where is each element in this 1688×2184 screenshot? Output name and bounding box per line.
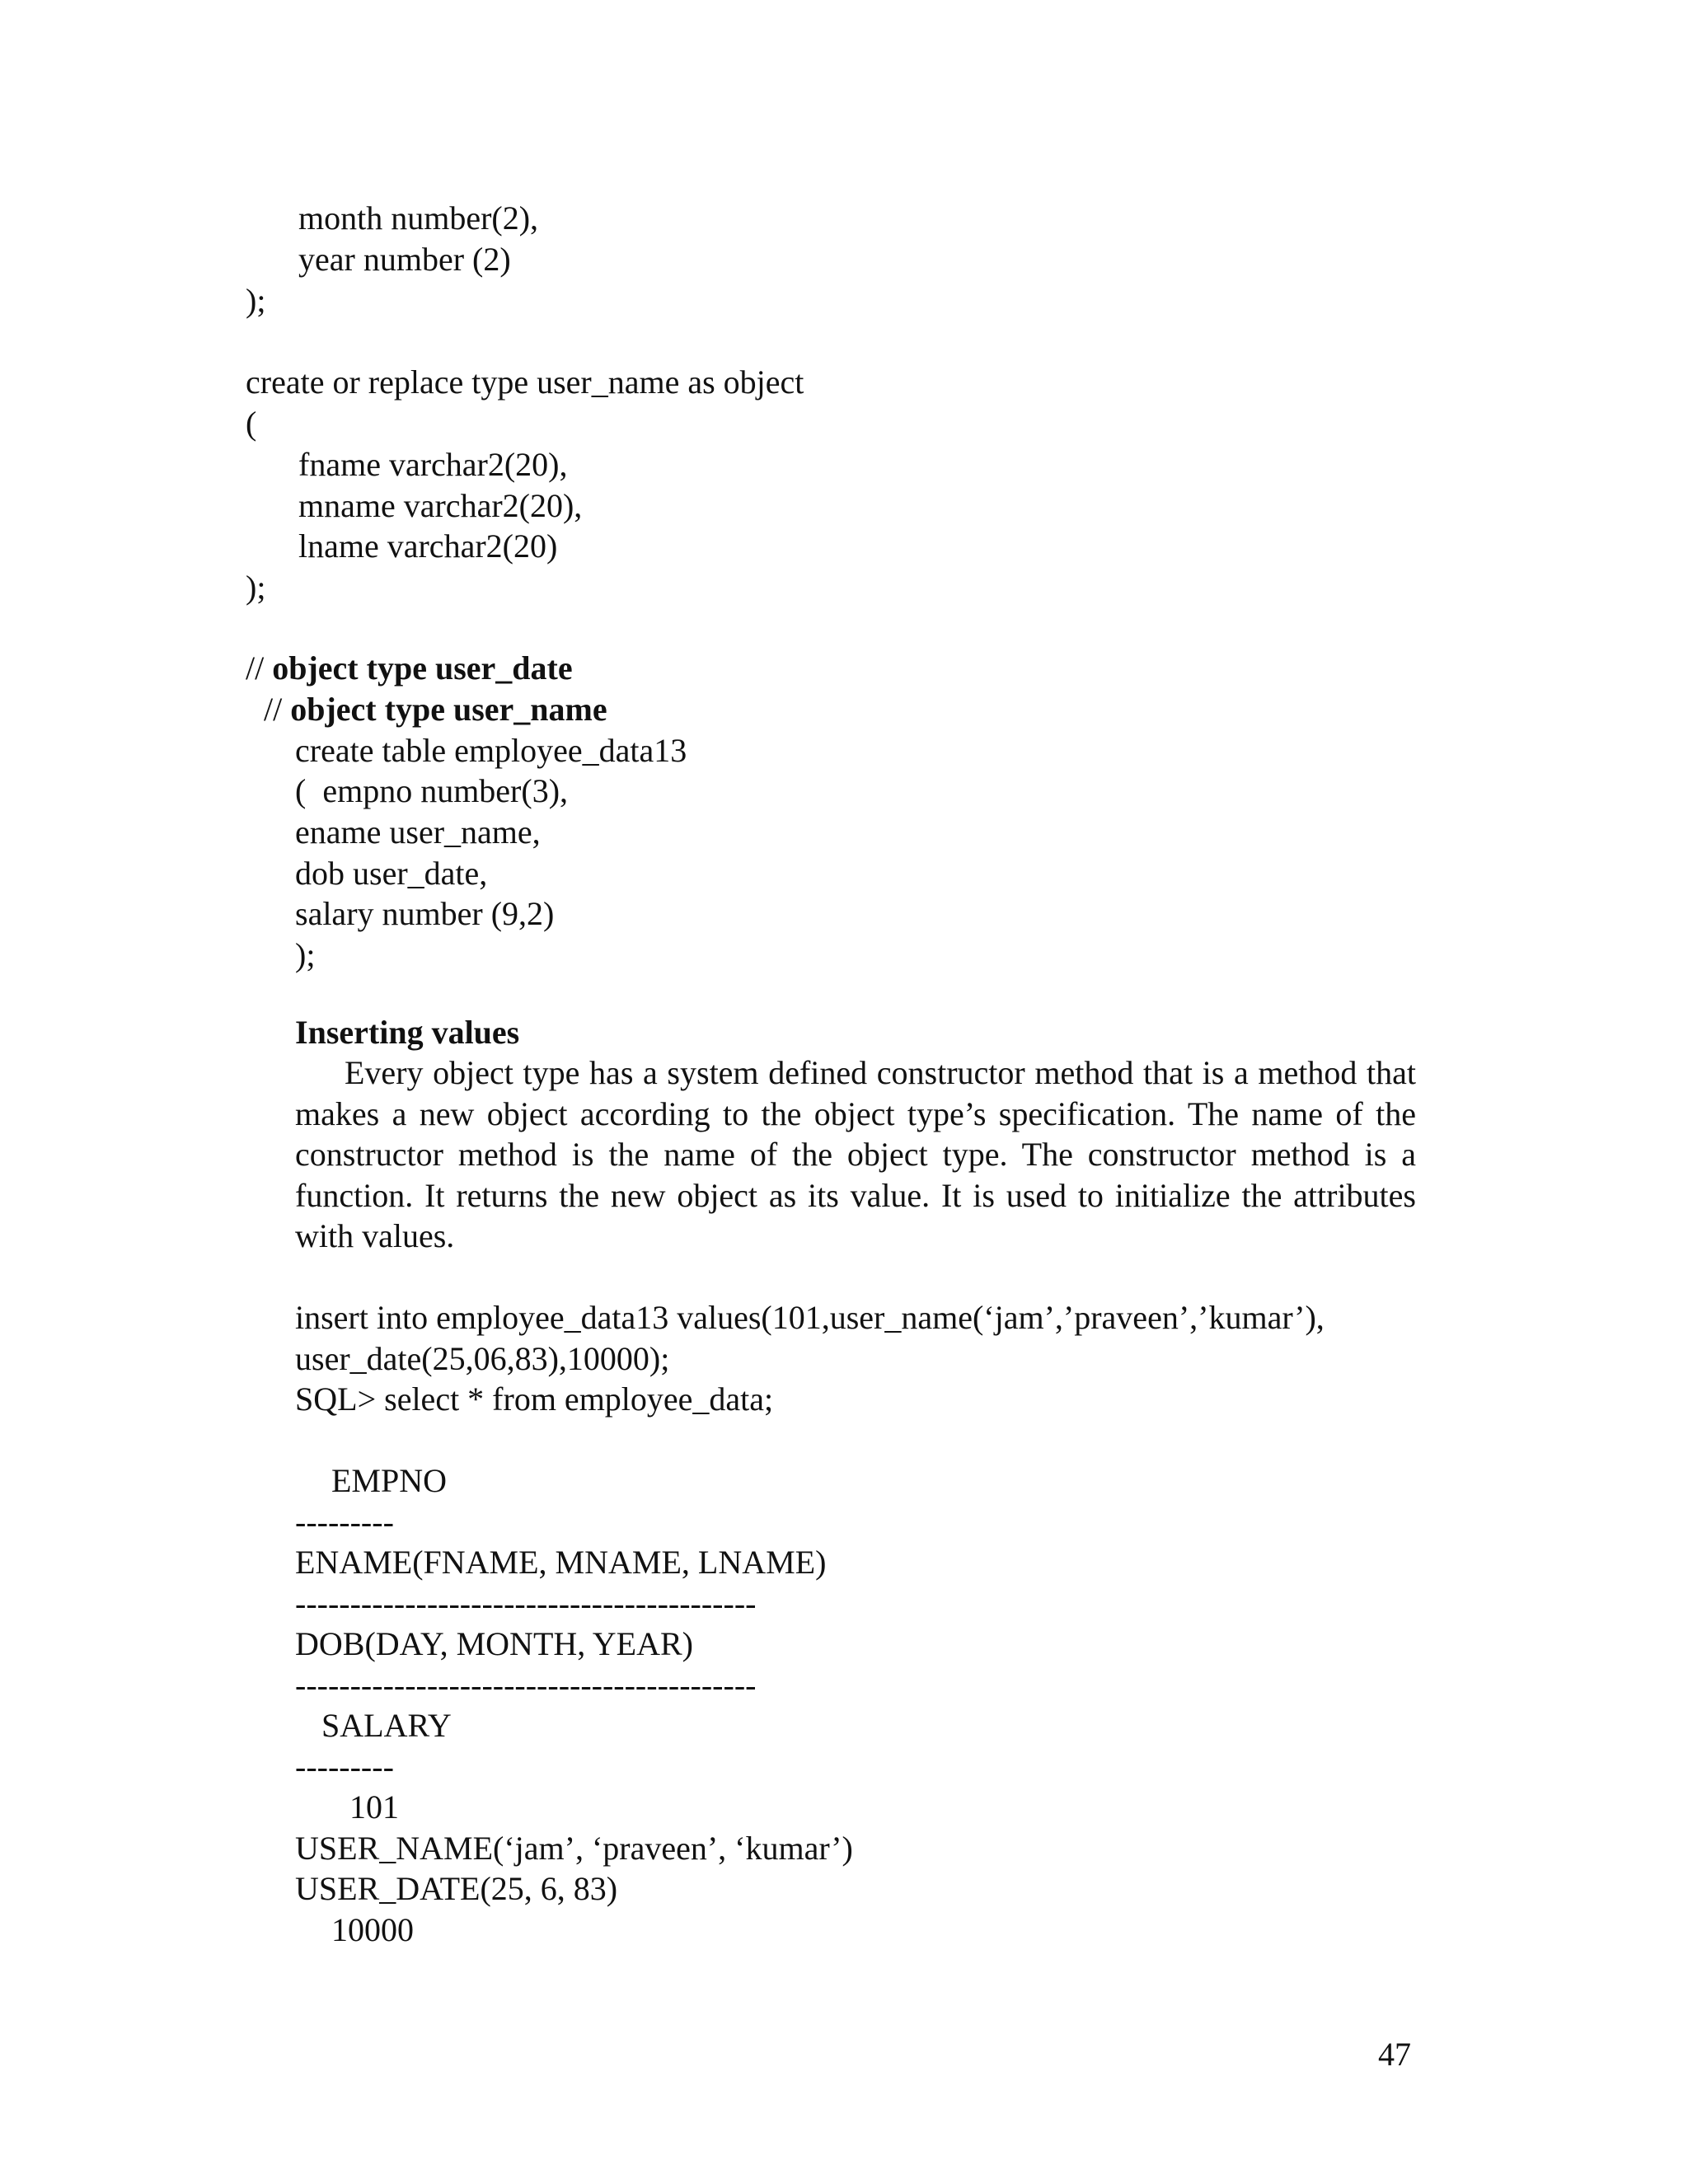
code-line-close-1: ); [246,282,266,319]
comment-user-date [246,648,573,689]
insert-line-1: insert into employee_data13 values(101,user_name(‘jam’,’praveen’,’kumar’), [295,1299,1325,1336]
select-statement: SQL> select * from employee_data; [295,1380,774,1418]
code-line-salary: salary number (9,2) [295,895,555,932]
section-heading: Inserting values [295,1014,520,1051]
code-line-close-2: ); [246,569,266,606]
code-line-ename: ename user_name, [295,813,541,851]
code-line-open-paren: ( [246,405,257,442]
result-value-dob: USER_DATE(25, 6, 83) [295,1870,618,1907]
result-header-ename: ENAME(FNAME, MNAME, LNAME) [295,1544,827,1581]
code-line-dob: dob user_date, [295,855,488,892]
result-header-salary: SALARY [321,1707,452,1744]
comment-prefix: // [246,649,273,687]
code-line-year: year number (2) [298,241,511,278]
result-separator: ------------------------------------------ [295,1666,757,1704]
result-value-ename: USER_NAME(‘jam’, ‘praveen’, ‘kumar’) [295,1830,853,1867]
insert-line-2: user_date(25,06,83),10000); [295,1340,670,1377]
section-paragraph: Every object type has a system defined constructor method that is a method that makes a new object according to the object type’s specification. The name of the constructor method is the name of the object type. The constructor method is a function. It returns the new object as its value. It is used to initialize the attributes with values. [295,1054,1416,1254]
comment-text: object type user_name [290,691,607,728]
comment-user-name [264,689,607,730]
code-line-create-type: create or replace type user_name as object [246,363,804,401]
code-line-month: month number(2), [298,199,539,237]
result-header-dob: DOB(DAY, MONTH, YEAR) [295,1625,693,1662]
result-value-salary: 10000 [331,1911,414,1948]
code-line-fname: fname varchar2(20), [298,446,568,483]
result-separator: --------- [295,1503,394,1540]
comment-prefix: // [264,691,291,728]
page-number: 47 [1378,2036,1411,2073]
comment-text: object type user_date [272,649,573,687]
code-line-close-3: ); [295,936,316,973]
result-value-empno: 101 [349,1788,399,1825]
result-separator: --------- [295,1748,394,1785]
code-line-mname: mname varchar2(20), [298,487,583,524]
result-header-empno: EMPNO [331,1462,448,1499]
code-line-empno: ( empno number(3), [295,772,569,809]
result-separator: ------------------------------------------ [295,1585,757,1622]
code-line-lname: lname varchar2(20) [298,527,558,565]
code-line-create-table: create table employee_data13 [295,732,687,769]
